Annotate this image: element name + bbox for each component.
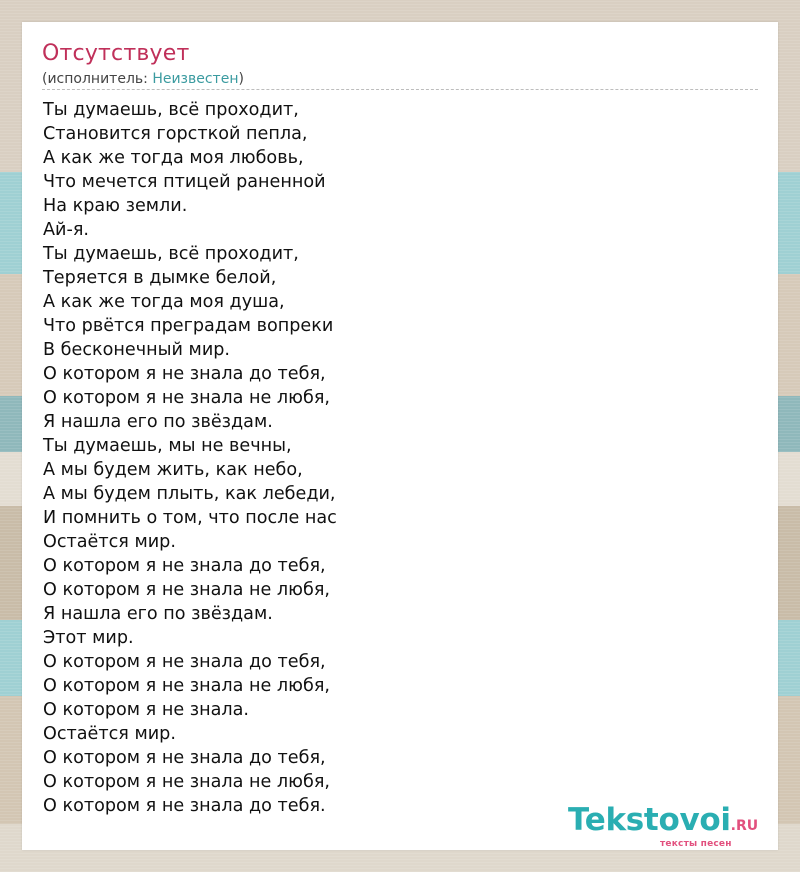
logo-domain: .RU (730, 818, 759, 834)
lyric-line: О котором я не знала до тебя, (43, 748, 326, 768)
lyric-line: А мы будем плыть, как лебеди, (43, 484, 336, 504)
lyric-line: А как же тогда моя любовь, (43, 148, 304, 168)
lyric-line: Становится горсткой пепла, (43, 124, 308, 144)
artist-line (42, 71, 244, 87)
lyric-line: Остаётся мир. (43, 724, 176, 744)
lyric-line: На краю земли. (43, 196, 188, 216)
lyric-line: Этот мир. (43, 628, 134, 648)
lyric-line: О котором я не знала не любя, (43, 580, 330, 600)
lyric-line: Ай-я. (43, 220, 89, 240)
lyric-line: Ты думаешь, всё проходит, (43, 244, 299, 264)
lyrics-text (43, 98, 337, 818)
lyric-line: О котором я не знала не любя, (43, 772, 330, 792)
lyric-line: А как же тогда моя душа, (43, 292, 285, 312)
lyric-line: О котором я не знала до тебя. (43, 796, 326, 816)
lyric-line: Что мечется птицей раненной (43, 172, 326, 192)
artist-prefix: (исполнитель: (42, 71, 153, 87)
lyric-line: О котором я не знала до тебя, (43, 364, 326, 384)
lyric-line: О котором я не знала до тебя, (43, 556, 326, 576)
artist-link[interactable]: Неизвестен (152, 71, 239, 87)
lyric-line: И помнить о том, что после нас (43, 508, 337, 528)
lyric-line: О котором я не знала. (43, 700, 249, 720)
divider (42, 89, 758, 90)
artist-suffix: ) (238, 71, 244, 87)
lyric-line: О котором я не знала не любя, (43, 388, 330, 408)
lyric-line: Я нашла его по звёздам. (43, 412, 273, 432)
lyric-line: О котором я не знала до тебя, (43, 652, 326, 672)
lyric-line: О котором я не знала не любя, (43, 676, 330, 696)
lyric-line: Ты думаешь, всё проходит, (43, 100, 299, 120)
site-logo[interactable] (568, 802, 778, 850)
logo-wordmark: Tekstovoi (568, 802, 731, 838)
lyric-line: Что рвётся преградам вопреки (43, 316, 334, 336)
song-title: Отсутствует (42, 41, 190, 66)
lyric-line: В бесконечный мир. (43, 340, 231, 360)
lyric-line: Ты думаешь, мы не вечны, (43, 436, 292, 456)
lyric-line: А мы будем жить, как небо, (43, 460, 303, 480)
lyric-line: Теряется в дымке белой, (43, 268, 277, 288)
lyric-line: Остаётся мир. (43, 532, 176, 552)
lyrics-card (22, 22, 778, 850)
lyric-line: Я нашла его по звёздам. (43, 604, 273, 624)
logo-tagline: тексты песен (660, 839, 732, 849)
